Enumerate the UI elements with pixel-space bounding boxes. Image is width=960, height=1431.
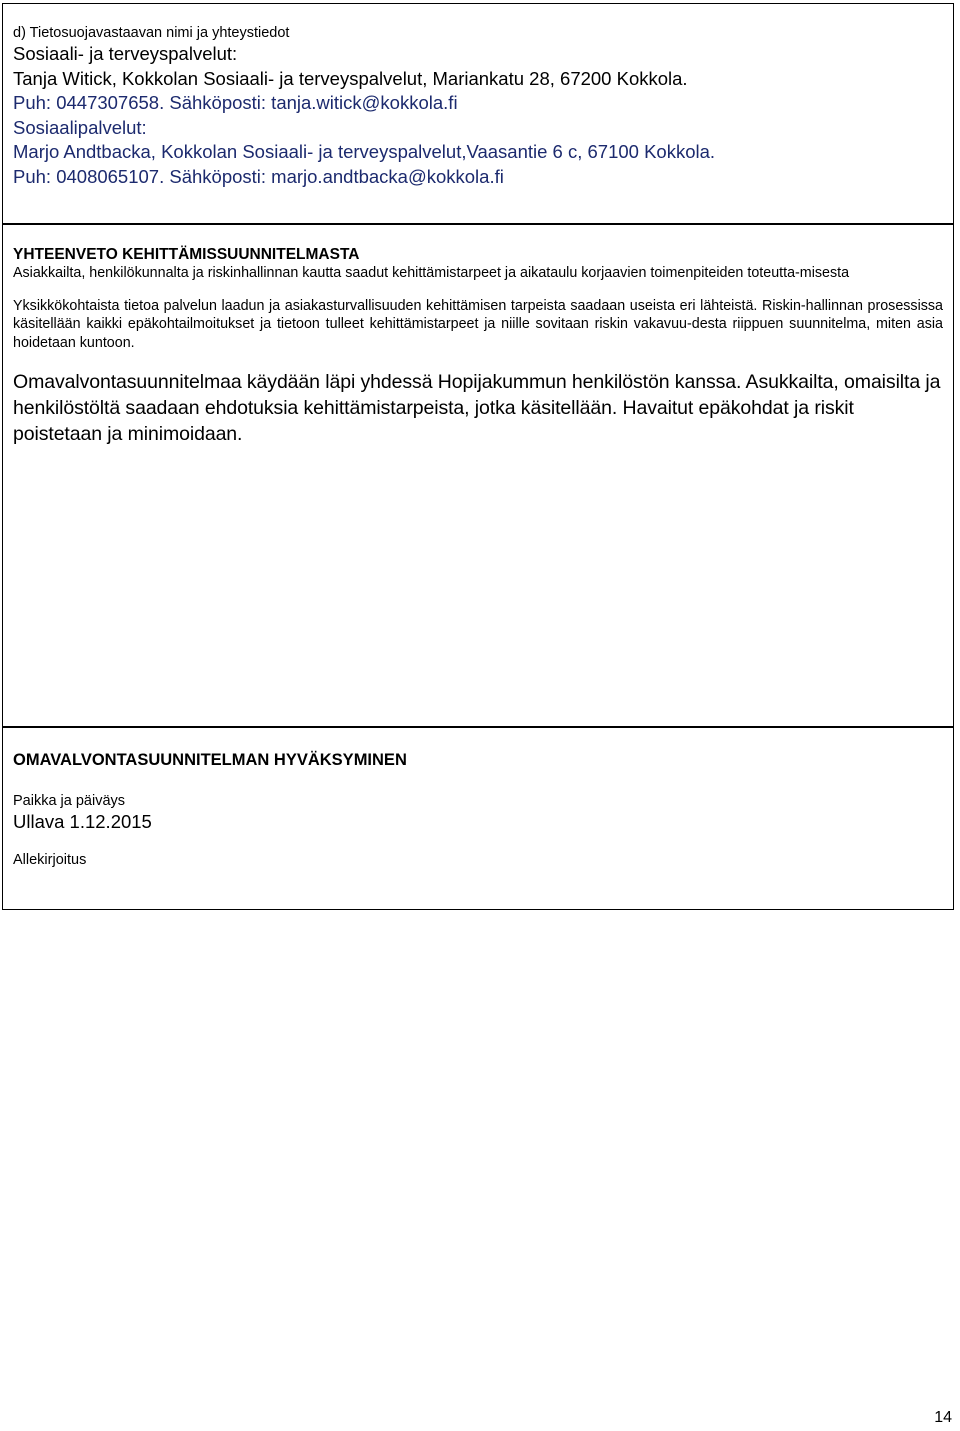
contact-line-witick-phone-email: Puh: 0447307658. Sähköposti: tanja.witick@kokkola.fi xyxy=(13,92,458,113)
place-date-value: Ullava 1.12.2015 xyxy=(13,811,152,832)
summary-heading: YHTEENVETO KEHITTÄMISSUUNNITELMASTA xyxy=(13,246,360,263)
contact-line-andtbacka-phone-email: Puh: 0408065107. Sähköposti: marjo.andtbacka@kokkola.fi xyxy=(13,165,504,187)
contact-line-witick-address: Tanja Witick, Kokkolan Sosiaali- ja terveyspalvelut, Mariankatu 28, 67200 Kokkola. xyxy=(13,67,688,89)
place-date-label: Paikka ja päiväys xyxy=(13,793,126,809)
contact-section xyxy=(2,3,954,224)
contact-line-andtbacka-address: Marjo Andtbacka, Kokkolan Sosiaali- ja terveyspalvelut,Vaasantie 6 c, 67100 Kokkola. xyxy=(13,141,716,162)
signature-label: Allekirjoitus xyxy=(13,851,87,868)
contact-heading: d) Tietosuojavastaavan nimi ja yhteystiedot xyxy=(13,25,290,41)
approval-heading: OMAVALVONTASUUNNITELMAN HYVÄKSYMINEN xyxy=(13,751,407,769)
page-number: 14 xyxy=(934,1409,952,1426)
contact-line-health-services-label: Sosiaali- ja terveyspalvelut: xyxy=(13,43,238,64)
summary-paragraph-3: Omavalvontasuunnitelmaa käydään läpi yhdessä Hopijakummun henkilöstön kanssa. Asukkailta, omaisilta ja henkilöstöltä saadaan ehdotuksia kehittämistarpeista, jotka käsitellään. Havaitut epäkohdat ja riskit poistetaan ja minimoidaan. xyxy=(13,371,941,445)
contact-line-social-services-label: Sosiaalipalvelut: xyxy=(13,116,147,138)
approval-section xyxy=(2,727,954,910)
summary-section xyxy=(2,224,954,727)
summary-paragraph-2: Yksikkökohtaista tietoa palvelun laadun ja asiakasturvallisuuden kehittämisen tarpeista saadaan useista eri lähteistä. Riskin-hallinnan prosessissa käsitellään kaikki epäkohtailmoitukset ja tietoon tulleet kehittämistarpeet ja niille sovitaan riskin vakavuu-desta riippuen suunnitelma, miten asia hoidetaan kuntoon. xyxy=(13,297,943,351)
summary-paragraph-1: Asiakkailta, henkilökunnalta ja riskinhallinnan kautta saadut kehittämistarpeet ja aikataulu korjaavien toimenpiteiden toteutta-misesta xyxy=(13,265,850,281)
